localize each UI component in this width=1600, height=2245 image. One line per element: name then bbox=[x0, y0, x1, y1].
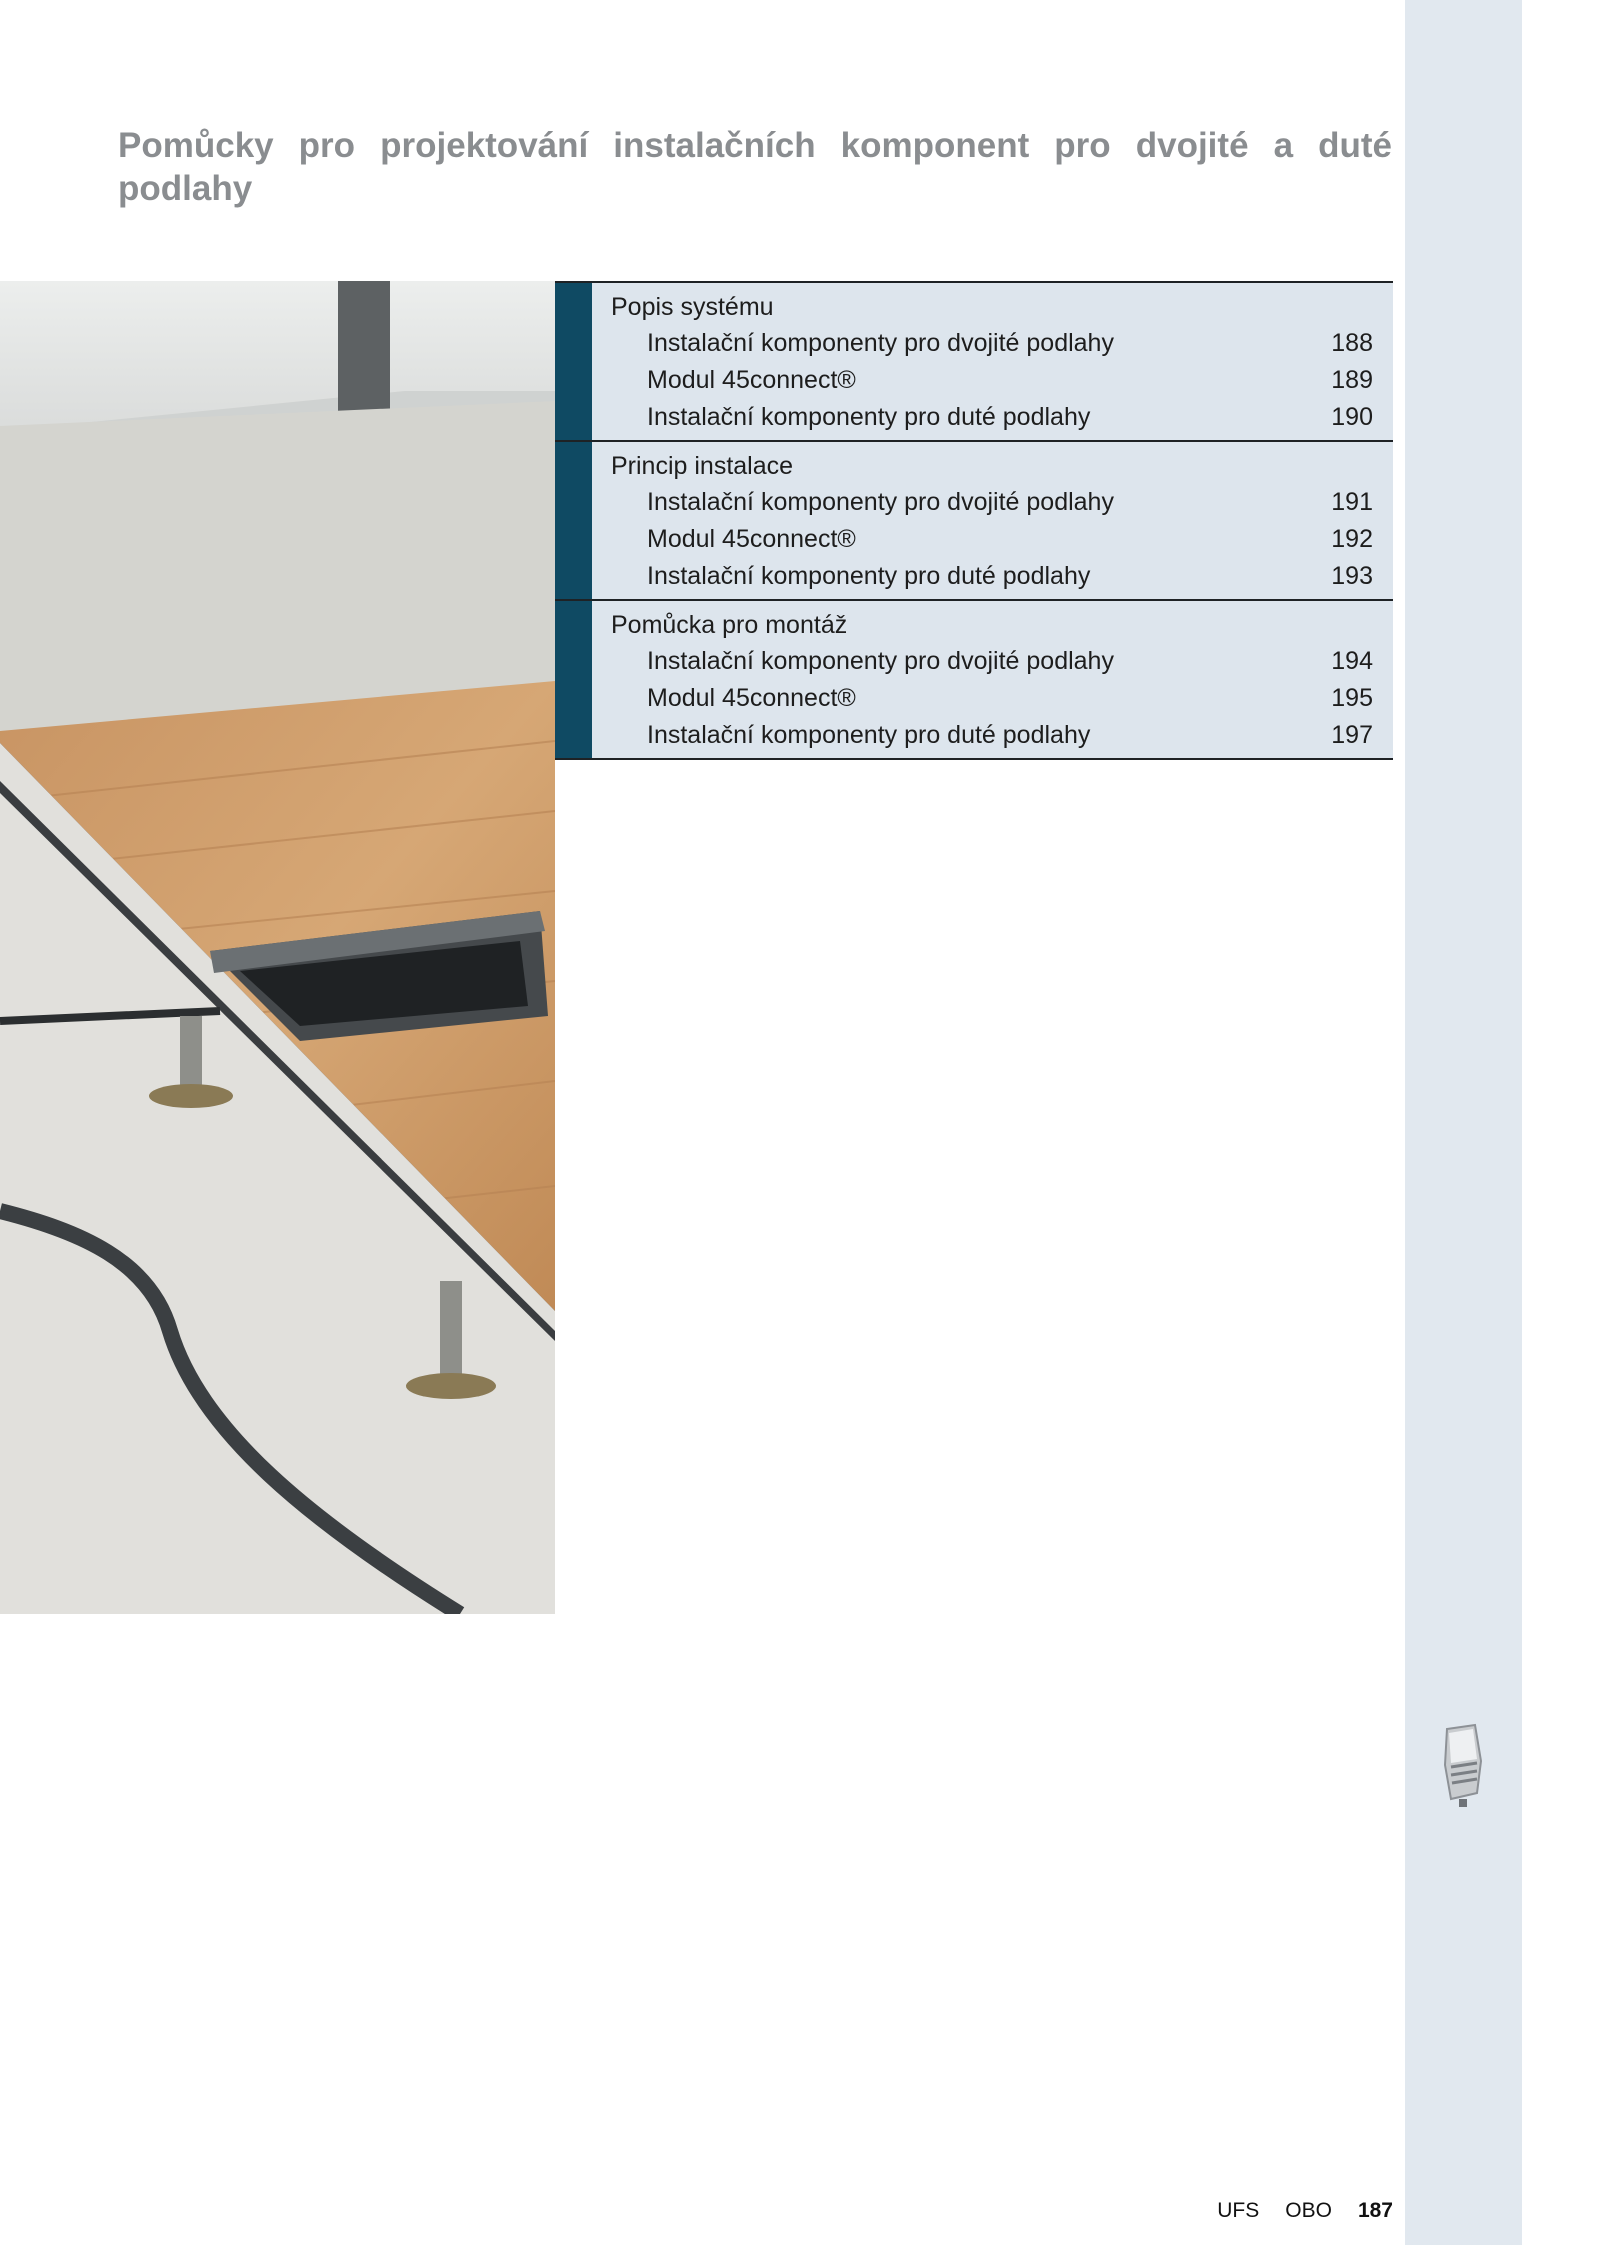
toc-entry-label: Modul 45connect® bbox=[647, 366, 856, 394]
toc-entry-page: 188 bbox=[1331, 329, 1373, 357]
toc-entry-label: Modul 45connect® bbox=[647, 525, 856, 553]
toc-entry-page: 191 bbox=[1331, 488, 1373, 516]
page-footer bbox=[1217, 2199, 1393, 2223]
toc-heading: Pomůcka pro montáž bbox=[611, 611, 848, 639]
toc-entry-page: 194 bbox=[1331, 647, 1373, 675]
toc-section-pomucka bbox=[555, 599, 1393, 760]
toc-entry[interactable] bbox=[647, 521, 1373, 558]
toc-entry[interactable] bbox=[647, 643, 1373, 680]
toc-entry-label: Instalační komponenty pro dvojité podlahy bbox=[647, 329, 1114, 357]
footer-brand: OBO bbox=[1285, 2199, 1332, 2222]
toc-entry-page: 195 bbox=[1331, 684, 1373, 712]
accent-bar bbox=[555, 283, 592, 440]
page-number: 187 bbox=[1357, 2199, 1393, 2222]
toc-entry[interactable] bbox=[647, 325, 1373, 362]
footer-section: UFS bbox=[1217, 2199, 1260, 2222]
toc-section-popis bbox=[555, 281, 1393, 440]
floor-box-thumbnail-icon bbox=[1437, 1721, 1487, 1811]
toc-entry-label: Instalační komponenty pro duté podlahy bbox=[647, 721, 1091, 749]
toc-heading: Popis systému bbox=[611, 293, 774, 321]
accent-bar bbox=[555, 442, 592, 599]
toc-heading: Princip instalace bbox=[611, 452, 794, 480]
toc-entry-page: 197 bbox=[1331, 721, 1373, 749]
toc-entry[interactable] bbox=[647, 399, 1373, 436]
toc-entry-label: Instalační komponenty pro dvojité podlahy bbox=[647, 647, 1114, 675]
side-band bbox=[1405, 0, 1522, 2245]
toc-entry-label: Instalační komponenty pro duté podlahy bbox=[647, 562, 1091, 590]
toc-entry[interactable] bbox=[647, 362, 1373, 399]
toc-entry[interactable] bbox=[647, 717, 1373, 754]
toc-entry-page: 193 bbox=[1331, 562, 1373, 590]
toc-entry[interactable] bbox=[647, 484, 1373, 521]
toc-entry-label: Instalační komponenty pro duté podlahy bbox=[647, 403, 1091, 431]
toc-entry-label: Modul 45connect® bbox=[647, 684, 856, 712]
toc-entry[interactable] bbox=[647, 680, 1373, 717]
table-of-contents bbox=[555, 281, 1393, 760]
toc-entry[interactable] bbox=[647, 558, 1373, 595]
accent-bar bbox=[555, 601, 592, 758]
toc-entry-label: Instalační komponenty pro dvojité podlahy bbox=[647, 488, 1114, 516]
toc-entry-page: 190 bbox=[1331, 403, 1373, 431]
page-title: Pomůcky pro projektování instalačních komponent pro dvojité a duté podlahy bbox=[118, 126, 1392, 208]
raised-floor-photo bbox=[0, 281, 555, 1614]
toc-entry-page: 192 bbox=[1331, 525, 1373, 553]
toc-section-princip bbox=[555, 440, 1393, 599]
toc-entry-page: 189 bbox=[1331, 366, 1373, 394]
